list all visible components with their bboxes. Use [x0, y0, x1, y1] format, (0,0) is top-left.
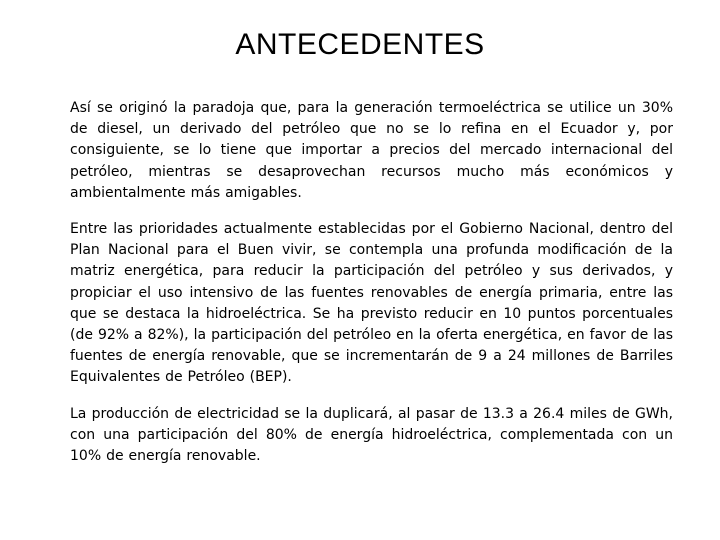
paragraph-3: La producción de electricidad se la duplicará, al pasar de 13.3 a 26.4 miles de GWh, con una participación del 80% de energía hidroeléctrica, complementada con un 10% de energía renovable.	[70, 405, 673, 465]
paragraph-1: Así se originó la paradoja que, para la generación termoeléctrica se utilice un 30% de diesel, un derivado del petróleo que no se lo refina en el Ecuador y, por consiguiente, se lo tiene que importar a precios del mercado internacional del petróleo, mientras se desaprovechan recursos mucho más económicos y ambientalmente más amigables.	[70, 100, 673, 201]
slide-title: ANTECEDENTES	[235, 28, 485, 61]
paragraph-2: Entre las prioridades actualmente establecidas por el Gobierno Nacional, dentro del Plan Nacional para el Buen vivir, se contempla una profunda modificación de la matriz energética, para reducir la participación del petróleo y sus derivados, y propiciar el uso intensivo de las fuentes renovables de energía primaria, entre las que se destaca la hidroeléctrica. Se ha previsto reducir en 10 puntos porcentuales (de 92% a 82%), la participación del petróleo en la oferta energética, en favor de las fuentes de energía renovable, que se incrementarán de 9 a 24 millones de Barriles Equivalentes de Petróleo (BEP).	[70, 221, 673, 386]
slide-body	[70, 98, 673, 482]
